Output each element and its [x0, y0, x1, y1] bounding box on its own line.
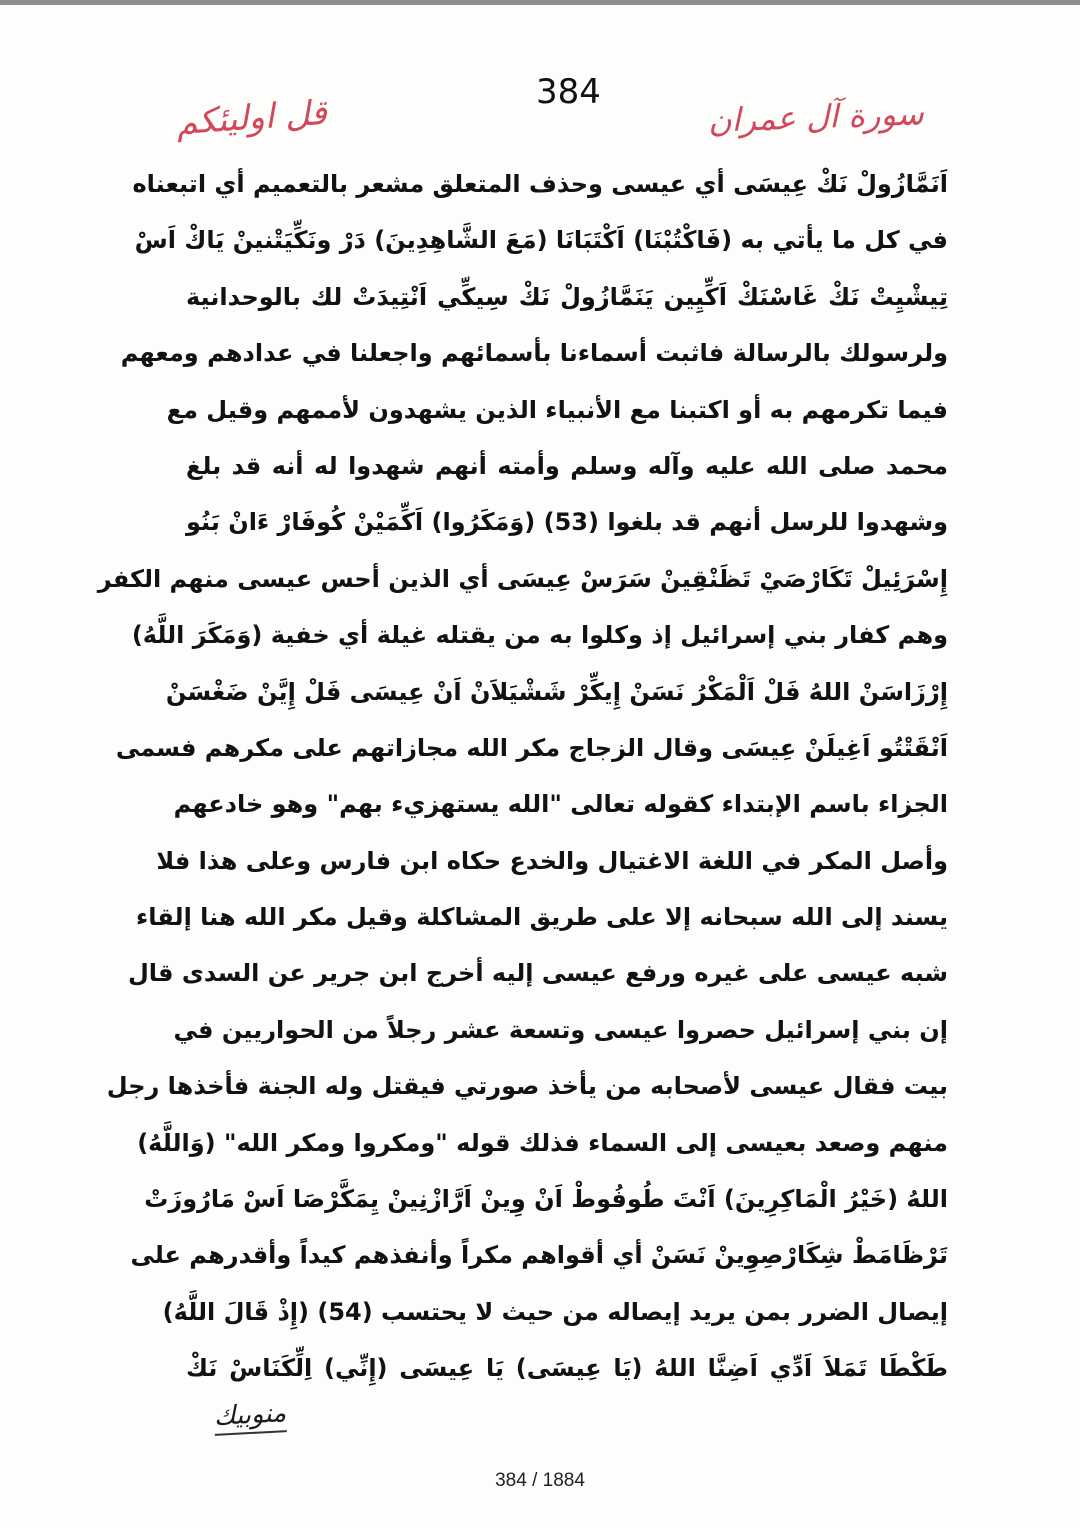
text-line: ولرسولك بالرسالة فاثبت أسماءنا بأسمائهم واجعلنا في عدادهم ومعهم [120, 339, 948, 368]
text-line: إيصال الضرر بمن يريد إيصاله من حيث لا يحتسب (54) (إِذْ قَالَ اللَّهُ) [162, 1297, 948, 1326]
text-line: تَرْظَامَطْ شِكَارْصِوِينْ نَسَنْ أي أقواهم مكراً وأنفذهم كيداً وأقدرهم على [130, 1241, 948, 1270]
text-line: شبه عيسى على غيره ورفع عيسى إليه أخرج ابن جرير عن السدى قال [127, 959, 948, 988]
text-line: الجزاء باسم الإبتداء كقوله تعالى "الله يستهزيء بهم" وهو خادعهم [173, 790, 948, 819]
text-line: اَنْقَتْتُو اَغِيلَنْ عِيسَى وقال الزجاج مكر الله مجازاتهم على مكرهم فسمى [115, 733, 948, 762]
text-line: يسند إلى الله سبحانه إلا على طريق المشاكلة وقيل مكر الله هنا إلقاء [136, 903, 948, 932]
page-number: 384 [536, 72, 601, 112]
text-line: إِسْرَئِيلْ تَكَارْصَيْ تَظَنْقِينْ سَرَسْ عِيسَى أي الذين أحس عيسى منهم الكفر [97, 564, 948, 593]
text-line: اللهُ (خَيْرُ الْمَاكِرِينَ) اَنْتَ طُوفُوطْ اَنْ وِينْ اَرَّازْنِينْ يِمَكَّرْصَا اَسْ مَارُوزَتْ [144, 1185, 948, 1214]
text-line: طَكْطَا تَمَلاَ اَدِّي اَضِنَّا اللهُ (يَا عِيسَى) يَا عِيسَى (إِنِّي) اِلِّكَنَاسْ نَكْ [186, 1354, 948, 1383]
text-line: وهم كفار بني إسرائيل إذ وكلوا به من يقتله غيلة أي خفية (وَمَكَرَ اللَّهُ) [131, 621, 948, 650]
text-line: في كل ما يأتي به (فَاكْتُبْنَا) اَكْتَبَانَا (مَعَ الشَّاهِدِينَ) دَرْ ونَكِّيَتْنينْ يَاكْ اَسْ [134, 226, 948, 255]
text-line: فيما تكرمهم به أو اكتبنا مع الأنبياء الذين يشهدون لأممهم وقيل مع [166, 395, 948, 424]
handwritten-note-left: قل اوليئكم [174, 92, 329, 144]
text-line: وأصل المكر في اللغة الاغتيال والخدع حكاه ابن فارس وعلى هذا فلا [156, 846, 948, 875]
top-border [0, 0, 1080, 5]
text-line: اَنَمَّازُولْ نَكْ عِيسَى أي عيسى وحذف المتعلق مشعر بالتعميم أي اتبعناه [132, 170, 948, 198]
text-line: تِيشْيِتْ نَكْ غَاسْنَكْ اَكِّيِين يَنَمَّازُولْ نَكْ سِيكِّي اَنْتِيدَتْ لك بالوحدانية [186, 282, 948, 311]
body-text [97, 156, 948, 1397]
page-indicator: 384 / 1884 [495, 1470, 585, 1491]
text-line: وشهدوا للرسل أنهم قد بلغوا (53) (وَمَكَرُوا) اَكِّمَيْنْ كُوفَارْ ءَانْ بَنُو [186, 508, 948, 537]
handwritten-surah-title: سورة آل عمران [707, 94, 925, 140]
handwritten-signature: منوبيك [213, 1398, 287, 1436]
text-line: محمد صلى الله عليه وآله وسلم وأمته أنهم شهدوا له أنه قد بلغ [186, 451, 948, 480]
text-line: منهم وصعد بعيسى إلى السماء فذلك قوله "ومكروا ومكر الله" (وَاللَّهُ) [137, 1128, 948, 1157]
text-line: بيت فقال عيسى لأصحابه من يأخذ صورتي فيقتل وله الجنة فأخذها رجل [106, 1072, 948, 1101]
text-line: إِرْزَاسَنْ اللهُ فَلْ اَلْمَكْرُ نَسَنْ إِيكِّرْ شَشْيَلاَنْ اَنْ عِيسَى فَلْ إِيَّنْ ضَغْسَنْ [165, 677, 948, 706]
text-line: إن بني إسرائيل حصروا عيسى وتسعة عشر رجلاً من الحواريين في [173, 1015, 948, 1044]
